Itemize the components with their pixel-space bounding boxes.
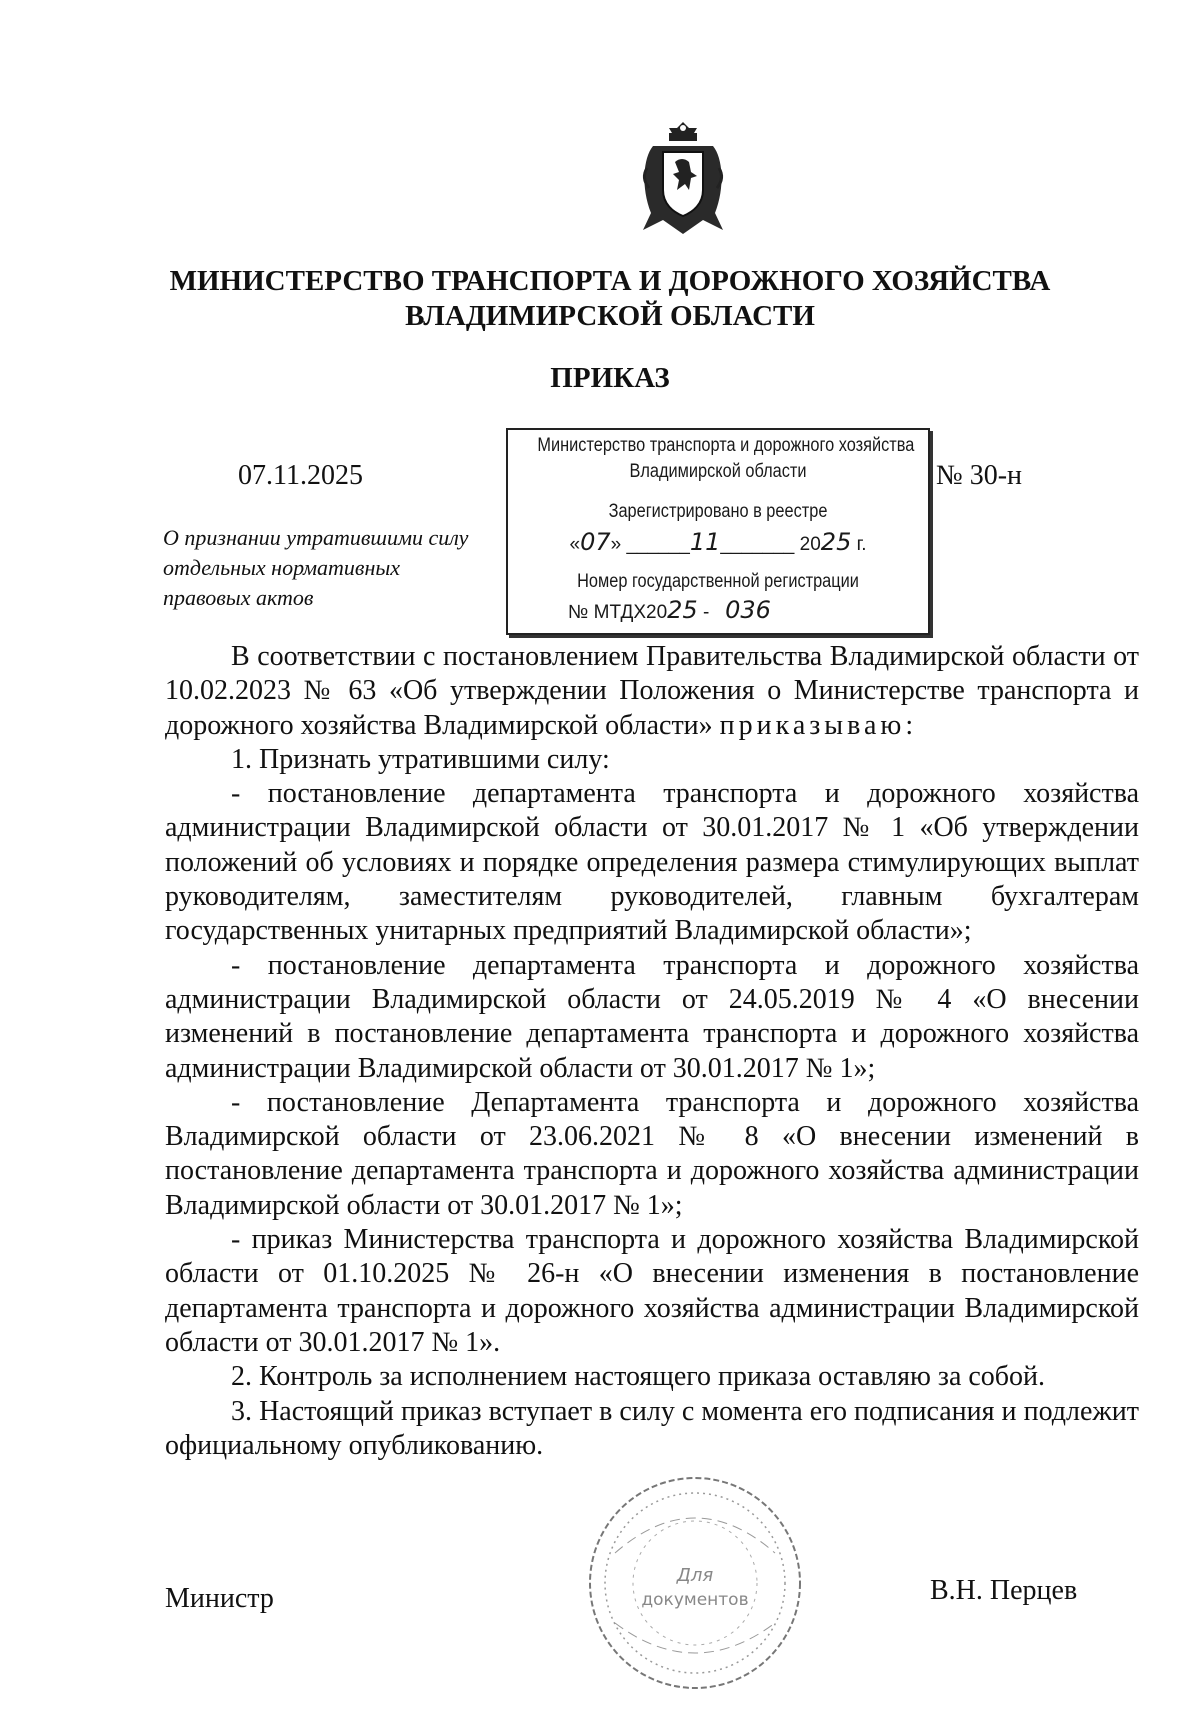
stamp-month: 11 bbox=[689, 528, 721, 556]
item-paragraph: 1. Признать утратившими силу: bbox=[231, 743, 610, 775]
stamp-line: Министерство транспорта и дорожного хозяйства bbox=[537, 435, 915, 456]
stamp-day: 07 bbox=[580, 528, 611, 556]
preamble-paragraph bbox=[165, 640, 1139, 743]
seal-center-line1: Для bbox=[676, 1565, 714, 1586]
item-paragraph: 3. Настоящий приказ вступает в силу с момента его подписания и подлежит официальному опубликованию. bbox=[165, 1395, 1139, 1461]
stamp-line: Номер государственной регистрации bbox=[577, 571, 859, 592]
stamp-reg-number: 036 bbox=[725, 596, 771, 624]
sub-item-paragraph: - постановление Департамента транспорта и дорожного хозяйства Владимирской области от 23.06.2021 № 8 «О внесении изменений в постановление департамента транспорта и дорожного хозяйства администрации Владимирской области от 30.01.2017 № 1»; bbox=[165, 1086, 1139, 1221]
preamble-text: В соответствии с постановлением Правительства Владимирской области от 10.02.2023 № 63 «Об утверждении Положения о Министерстве транспорта и дорожного хозяйства Владимирской области» bbox=[165, 641, 1139, 741]
ministry-name-line2: ВЛАДИМИРСКОЙ ОБЛАСТИ bbox=[405, 300, 815, 332]
sub-item-paragraph: - постановление департамента транспорта и дорожного хозяйства администрации Владимирской области от 30.01.2017 № 1 «Об утверждении положений об условиях и порядке определения размера стимулирующих выплат руководителям, заместителям руководителей, главным бухгалтерам государственных унитарных предприятий Владимирской области»; bbox=[165, 778, 1139, 947]
official-seal-icon bbox=[575, 1463, 815, 1703]
subject-line: О признании утратившими силу bbox=[163, 525, 469, 550]
signatory-role: Министр bbox=[165, 1583, 274, 1614]
subject-line: отдельных нормативных bbox=[163, 555, 401, 580]
sub-item-paragraph: - постановление департамента транспорта и дорожного хозяйства администрации Владимирской области от 24.05.2019 № 4 «О внесении изменений в постановление департамента транспорта и дорожного хозяйства администрации Владимирской области от 30.01.2017 № 1»; bbox=[165, 949, 1139, 1084]
stamp-date-row: «07» ______11_______ 2025 г. bbox=[569, 528, 867, 556]
stamp-line: Зарегистрировано в реестре bbox=[608, 501, 828, 522]
stamp-year-prefix: 20 bbox=[799, 534, 821, 555]
order-date: 07.11.2025 bbox=[238, 460, 363, 491]
stamp-year-unit: г. bbox=[856, 534, 867, 555]
stamp-year-suffix: 25 bbox=[820, 528, 852, 556]
ministry-name-line1: МИНИСТЕРСТВО ТРАНСПОРТА И ДОРОЖНОГО ХОЗЯЙСТВА bbox=[169, 265, 1051, 297]
stamp-line: Владимирской области bbox=[629, 461, 807, 482]
stamp-reg-prefix: № МТДХ20 bbox=[568, 602, 668, 623]
stamp-reg-number-row: № МТДХ2025 - 036 bbox=[568, 596, 771, 624]
order-body bbox=[165, 640, 1139, 1463]
order-subject bbox=[163, 523, 503, 613]
order-number: № 30-н bbox=[936, 460, 1023, 491]
document-type-title: ПРИКАЗ bbox=[550, 362, 670, 394]
item-paragraph: 2. Контроль за исполнением настоящего приказа оставляю за собой. bbox=[231, 1361, 1046, 1393]
sub-item-paragraph: - приказ Министерства транспорта и дорожного хозяйства Владимирской области от 01.10.2025 № 26-н «О внесении изменения в постановление департамента транспорта и дорожного хозяйства администрации Владимирской области от 30.01.2017 № 1». bbox=[165, 1224, 1139, 1358]
seal-center-line2: документов bbox=[641, 1590, 749, 1610]
subject-line: правовых актов bbox=[163, 585, 314, 610]
signatory-name: В.Н. Перцев bbox=[930, 1575, 1078, 1606]
registration-stamp bbox=[506, 428, 930, 635]
coat-of-arms-icon bbox=[633, 118, 733, 238]
stamp-reg-year: 25 bbox=[667, 596, 698, 624]
order-word: приказываю: bbox=[719, 709, 918, 741]
